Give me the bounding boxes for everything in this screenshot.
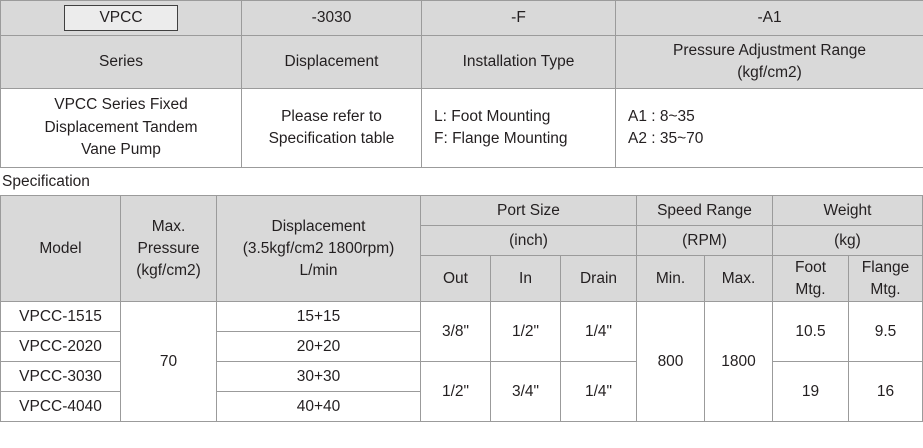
- spec-max-pressure-value: 70: [121, 302, 217, 422]
- spec-weight-foot-group-2: 19: [773, 362, 849, 422]
- specification-table: [0, 195, 923, 422]
- spec-header-port-drain: Drain: [561, 256, 637, 302]
- spec-weight-foot-group-1: 10.5: [773, 302, 849, 362]
- spec-header-weight-flange-line2: Mtg.: [870, 280, 901, 298]
- spec-model-2: VPCC-2020: [1, 332, 121, 362]
- spec-header-row-1: [1, 196, 923, 226]
- code-desc-displacement-line2: Specification table: [268, 130, 395, 147]
- code-desc-displacement: [242, 89, 422, 168]
- spec-header-port-size-line1: Port Size: [421, 196, 637, 226]
- code-desc-pressure-range-line1: A1 : 8~35: [628, 107, 695, 125]
- spec-header-port-in: In: [491, 256, 561, 302]
- spec-port-in-group-1: 1/2": [491, 302, 561, 362]
- spec-header-weight-line2: (kg): [773, 226, 923, 256]
- spec-header-displacement-line2: (3.5kgf/cm2 1800rpm): [242, 239, 395, 257]
- code-desc-series: [1, 89, 242, 168]
- code-cell-displacement: -3030: [242, 1, 422, 36]
- spec-header-weight-foot-line1: Foot: [794, 259, 826, 276]
- code-cell-installation: -F: [422, 1, 616, 36]
- spec-model-4: VPCC-4040: [1, 392, 121, 422]
- spec-header-port-out: Out: [421, 256, 491, 302]
- code-desc-pressure-range: [616, 89, 923, 168]
- spec-header-displacement: [217, 196, 421, 302]
- spec-model-3: VPCC-3030: [1, 362, 121, 392]
- spec-port-drain-group-2: 1/4": [561, 362, 637, 422]
- code-desc-series-line1: VPCC Series Fixed: [54, 96, 188, 114]
- code-label-installation: Installation Type: [422, 36, 616, 89]
- spec-header-max-pressure-line1: Max.: [151, 218, 186, 236]
- spec-header-max-pressure-line3: (kgf/cm2): [136, 261, 201, 279]
- code-series-value: VPCC: [64, 5, 177, 32]
- spec-model-1: VPCC-1515: [1, 302, 121, 332]
- spec-header-max-pressure-line2: Pressure: [137, 239, 200, 257]
- spec-header-weight-foot-line2: Mtg.: [795, 280, 826, 298]
- specification-caption: Specification: [2, 173, 90, 190]
- spec-header-displacement-line1: Displacement: [271, 218, 366, 236]
- spec-header-weight-line1: Weight: [773, 196, 923, 226]
- code-label-series: Series: [1, 36, 242, 89]
- code-desc-installation-line2: F: Flange Mounting: [434, 130, 568, 147]
- spec-speed-min-value: 800: [637, 302, 705, 422]
- code-label-displacement: Displacement: [242, 36, 422, 89]
- spec-displacement-3: 30+30: [217, 362, 421, 392]
- code-desc-installation: [422, 89, 616, 168]
- spec-displacement-1: 15+15: [217, 302, 421, 332]
- model-code-table: [0, 0, 923, 168]
- spec-header-max-pressure: [121, 196, 217, 302]
- spec-header-model: Model: [1, 196, 121, 302]
- code-cell-series: [1, 1, 242, 36]
- code-cell-pressure-range: -A1: [616, 1, 923, 36]
- code-desc-series-line2: Displacement Tandem: [44, 118, 198, 136]
- code-row-descriptions: [1, 89, 923, 168]
- spec-header-displacement-line3: L/min: [299, 261, 338, 279]
- spec-speed-max-value: 1800: [705, 302, 773, 422]
- spec-port-out-group-1: 3/8": [421, 302, 491, 362]
- spec-header-weight-flange-line1: Flange: [861, 259, 910, 276]
- code-desc-installation-line1: L: Foot Mounting: [434, 107, 551, 125]
- code-desc-displacement-line1: Please refer to: [281, 107, 382, 125]
- spec-header-speed-range-line1: Speed Range: [637, 196, 773, 226]
- spec-header-weight-foot: [773, 256, 849, 302]
- code-row-labels: [1, 36, 923, 89]
- spec-header-weight-flange: [849, 256, 923, 302]
- spec-header-speed-range-line2: (RPM): [637, 226, 773, 256]
- spec-header-speed-min: Min.: [637, 256, 705, 302]
- code-desc-pressure-range-line2: A2 : 35~70: [628, 130, 704, 147]
- code-label-pressure-range: [616, 36, 923, 89]
- spec-displacement-2: 20+20: [217, 332, 421, 362]
- spec-port-in-group-2: 3/4": [491, 362, 561, 422]
- table-row: [1, 302, 923, 332]
- spec-displacement-4: 40+40: [217, 392, 421, 422]
- code-label-pressure-range-line1: Pressure Adjustment Range: [673, 41, 866, 59]
- spec-weight-flange-group-1: 9.5: [849, 302, 923, 362]
- spec-header-port-size-line2: (inch): [421, 226, 637, 256]
- spec-port-drain-group-1: 1/4": [561, 302, 637, 362]
- code-row-codes: [1, 1, 923, 36]
- spec-port-out-group-2: 1/2": [421, 362, 491, 422]
- code-desc-series-line3: Vane Pump: [81, 141, 161, 159]
- spec-weight-flange-group-2: 16: [849, 362, 923, 422]
- code-label-pressure-range-line2: (kgf/cm2): [737, 64, 802, 81]
- spec-header-speed-max: Max.: [705, 256, 773, 302]
